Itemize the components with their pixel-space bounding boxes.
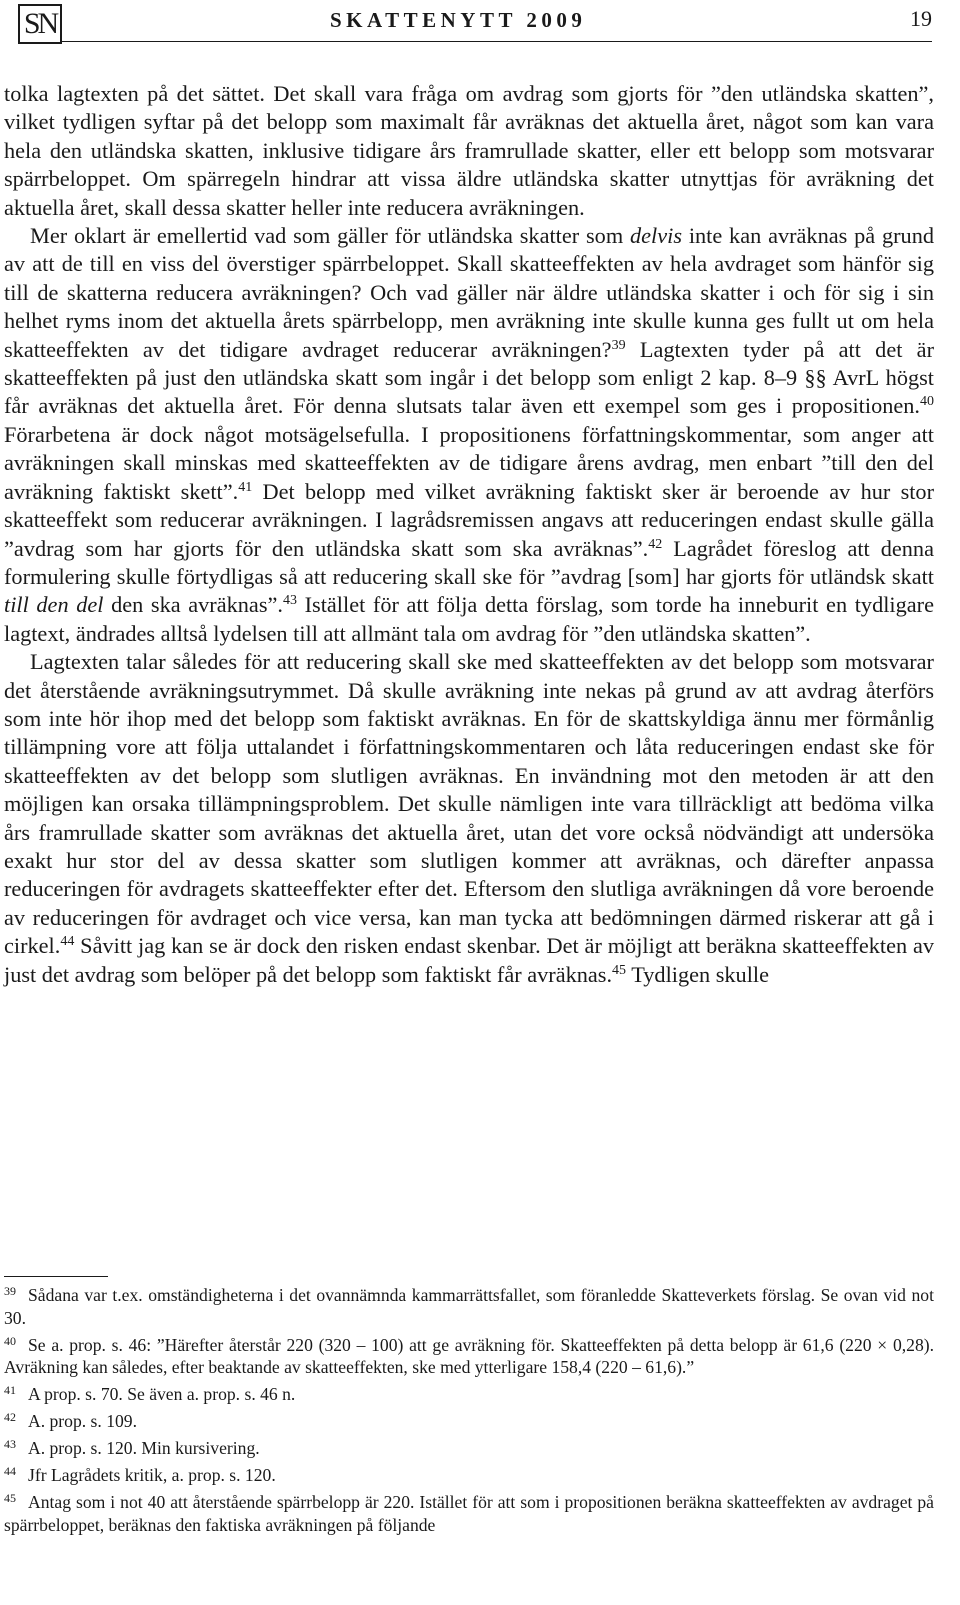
footnote-text: A. prop. s. 109.	[28, 1411, 137, 1431]
journal-logo: SN	[18, 4, 62, 44]
footnote-ref-39[interactable]: 39	[611, 337, 626, 353]
footnote-ref-42[interactable]: 42	[648, 536, 663, 552]
footnote-44: 44 Jfr Lagrådets kritik, a. prop. s. 120.	[4, 1464, 276, 1485]
header-rule	[62, 41, 932, 42]
paragraph-2-text-h: Istället för att följa detta förslag, som torde ha inneburit en tydligare lagtext, ändrades alltså lydelsen till att allmänt tala om avdrag för ”den utländska skatten”.	[4, 592, 934, 646]
footnote-text: Sådana var t.ex. omständigheterna i det ovannämnda kammarrättsfallet, som föranledde Skatteverkets förslag. Se ovan vid not 30.	[4, 1285, 934, 1328]
italic-delvis: delvis	[629, 223, 682, 249]
footnotes	[4, 1284, 934, 1541]
footnote-text: A. prop. s. 120. Min kursivering.	[28, 1438, 260, 1458]
italic-till-den-del: till den del	[4, 592, 104, 618]
page-header	[0, 0, 960, 50]
paragraph-2-text-c: Lagtexten tyder på att det är skatteeffekten på just den utländska skatt som ingår i det belopp som enligt 2 kap. 8–9 §§ AvrL högst får avräknas det aktuella året. För denna slutsats talar även ett exempel som ges i propositionen.	[4, 336, 934, 419]
page-number: 19	[910, 6, 932, 31]
footnote-text: Jfr Lagrådets kritik, a. prop. s. 120.	[28, 1465, 276, 1485]
paragraph-3-text-a: Lagtexten talar således för att reducering skall ske med skatteeffekten av det belopp som motsvarar det återstående avräkningsutrymmet. Då skulle avräkning inte nekas på grund av att avdrag återförs som inte hör ihop med det belopp som faktiskt avräknas. En för de skattskyldiga ännu mer förmånlig tillämpning vore att följa uttalandet i författningskommentaren och låta reduceringen endast ske för skatteeffekten av det belopp som slutligen avräknas. En invändning mot den metoden är att den möjligen kan orsaka tillämpningsproblem. Det skulle nämligen inte vara tillräckligt att bedöma vilka års framrullade skatter som avräknas det aktuella året, utan det vore också nödvändigt att undersöka exakt hur stor del av dessa skatter som slutligen kommer att avräknas, och därefter anpassa reduceringen för avdragets skatteeffekter efter det. Eftersom den slutliga avräkningen då vore beroende av reduceringen för avdraget och vice versa, kan man tycka att bedömningen därmed riskerar att gå i cirkel.	[4, 649, 934, 959]
footnote-ref-40[interactable]: 40	[920, 394, 934, 410]
paragraph-2-text-d: Förarbetena är dock något motsägelsefulla. I propositionens författningskommentar, som anger att avräkningen skall minskas med skatteeffekten av de tidigare årens avdrag, men enbart ”till den del avräkning faktiskt skett”.	[4, 421, 934, 504]
journal-title: SKATTENYTT 2009	[330, 8, 587, 32]
paragraph-2-text-a: Mer oklart är emellertid vad som gäller för utländska skatter som	[30, 223, 630, 249]
footnote-text: Antag som i not 40 att återstående spärrbelopp är 220. Istället för att som i propositionen beräkna skatteeffekten av avdraget på spärrbeloppet, beräknas den faktiska avräkningen på följande	[4, 1492, 934, 1535]
paragraph-3	[4, 648, 934, 989]
paragraph-2-text-e: Det belopp med vilket avräkning faktiskt sker är beroende av hur stor skatteeffekt som reducerar avräkningen. I lagrådsremissen angavs att reduceringen endast skulle gälla ”avdrag som har gjorts för den utländska skatt som ska avräknas”.	[4, 478, 935, 561]
footnote-ref-41[interactable]: 41	[238, 479, 253, 495]
footnote-40: 40 Se a. prop. s. 46: ”Härefter återstår 220 (320 – 100) att ge avräkning för. Skatteeffekten på detta belopp är 61,6 (220 × 0,28). Avräkning kan således, efter beaktande av skatteeffekten, ske med ytterligare 158,4 (220 – 61,6).”	[4, 1333, 934, 1377]
paragraph-1-text: tolka lagtexten på det sättet. Det skall vara fråga om avdrag som gjorts för ”den utländska skatten”, vilket tydligen syftar på det belopp som maximalt får avräknas det aktuella året, något som kan vara hela den utländska skatten, inklusive tidigare års framrullade skatter, eller ett belopp som motsvarar spärrbeloppet. Om spärregeln hindrar att vissa äldre utländska skatter utnyttjas för avräkning det aktuella året, skall dessa skatter heller inte reducera avräkningen.	[4, 81, 934, 220]
footnote-text: Se a. prop. s. 46: ”Härefter återstår 220 (320 – 100) att ge avräkning för. Skatteeffekten på detta belopp är 61,6 (220 × 0,28). Avräkning kan således, efter beaktande av skatteeffekten, ske med ytterligare 158,4 (220 – 61,6).”	[4, 1334, 934, 1377]
footnote-ref-43[interactable]: 43	[282, 593, 297, 609]
paragraph-3-text-c: Tydligen skulle	[626, 961, 769, 987]
paragraph-2-text-b: inte kan avräknas på grund av att de till en viss del överstiger spärrbeloppet. Skall skatteeffekten av hela avdraget som hänför sig till de skatterna reducera avräkningen? Och vad gäller när äldre utländska skatter i och för sig i sin helhet ryms inom det aktuella årets spärrbelopp, men avräkning inte skulle kunna ges fullt ut om hela skatteeffekten av det tidigare avdraget reducerar avräkningen?	[4, 223, 934, 362]
footnote-text: A prop. s. 70. Se även a. prop. s. 46 n.	[28, 1384, 296, 1404]
paragraph-3-text-b: Såvitt jag kan se är dock den risken endast skenbar. Det är möjligt att beräkna skatteeffekten av just det avdrag som belöper på det belopp som faktiskt får avräknas.	[4, 933, 934, 987]
footnote-41: 41 A prop. s. 70. Se även a. prop. s. 46 n.	[4, 1383, 296, 1404]
footnote-43: 43 A. prop. s. 120. Min kursivering.	[4, 1437, 260, 1458]
footnote-39: 39 Sådana var t.ex. omständigheterna i det ovannämnda kammarrättsfallet, som föranledde Skatteverkets förslag. Se ovan vid not 30.	[4, 1284, 934, 1328]
body-text	[4, 80, 934, 989]
footnote-42: 42 A. prop. s. 109.	[4, 1410, 137, 1431]
paragraph-2-text-f: Lagrådet föreslog att denna formulering skulle förtydligas så att reducering skall ske för ”avdrag [som] har gjorts för utländsk skatt	[4, 535, 934, 589]
footnote-45: 45 Antag som i not 40 att återstående spärrbelopp är 220. Istället för att som i propositionen beräkna skatteeffekten av avdraget på spärrbeloppet, beräknas den faktiska avräkningen på följande	[4, 1491, 934, 1535]
paragraph-1	[4, 80, 934, 222]
footnote-rule	[4, 1276, 108, 1277]
paragraph-2	[4, 222, 934, 648]
paragraph-2-text-g: den ska avräknas”.	[103, 592, 283, 618]
footnote-ref-45[interactable]: 45	[612, 962, 627, 978]
footnote-ref-44[interactable]: 44	[60, 934, 75, 950]
